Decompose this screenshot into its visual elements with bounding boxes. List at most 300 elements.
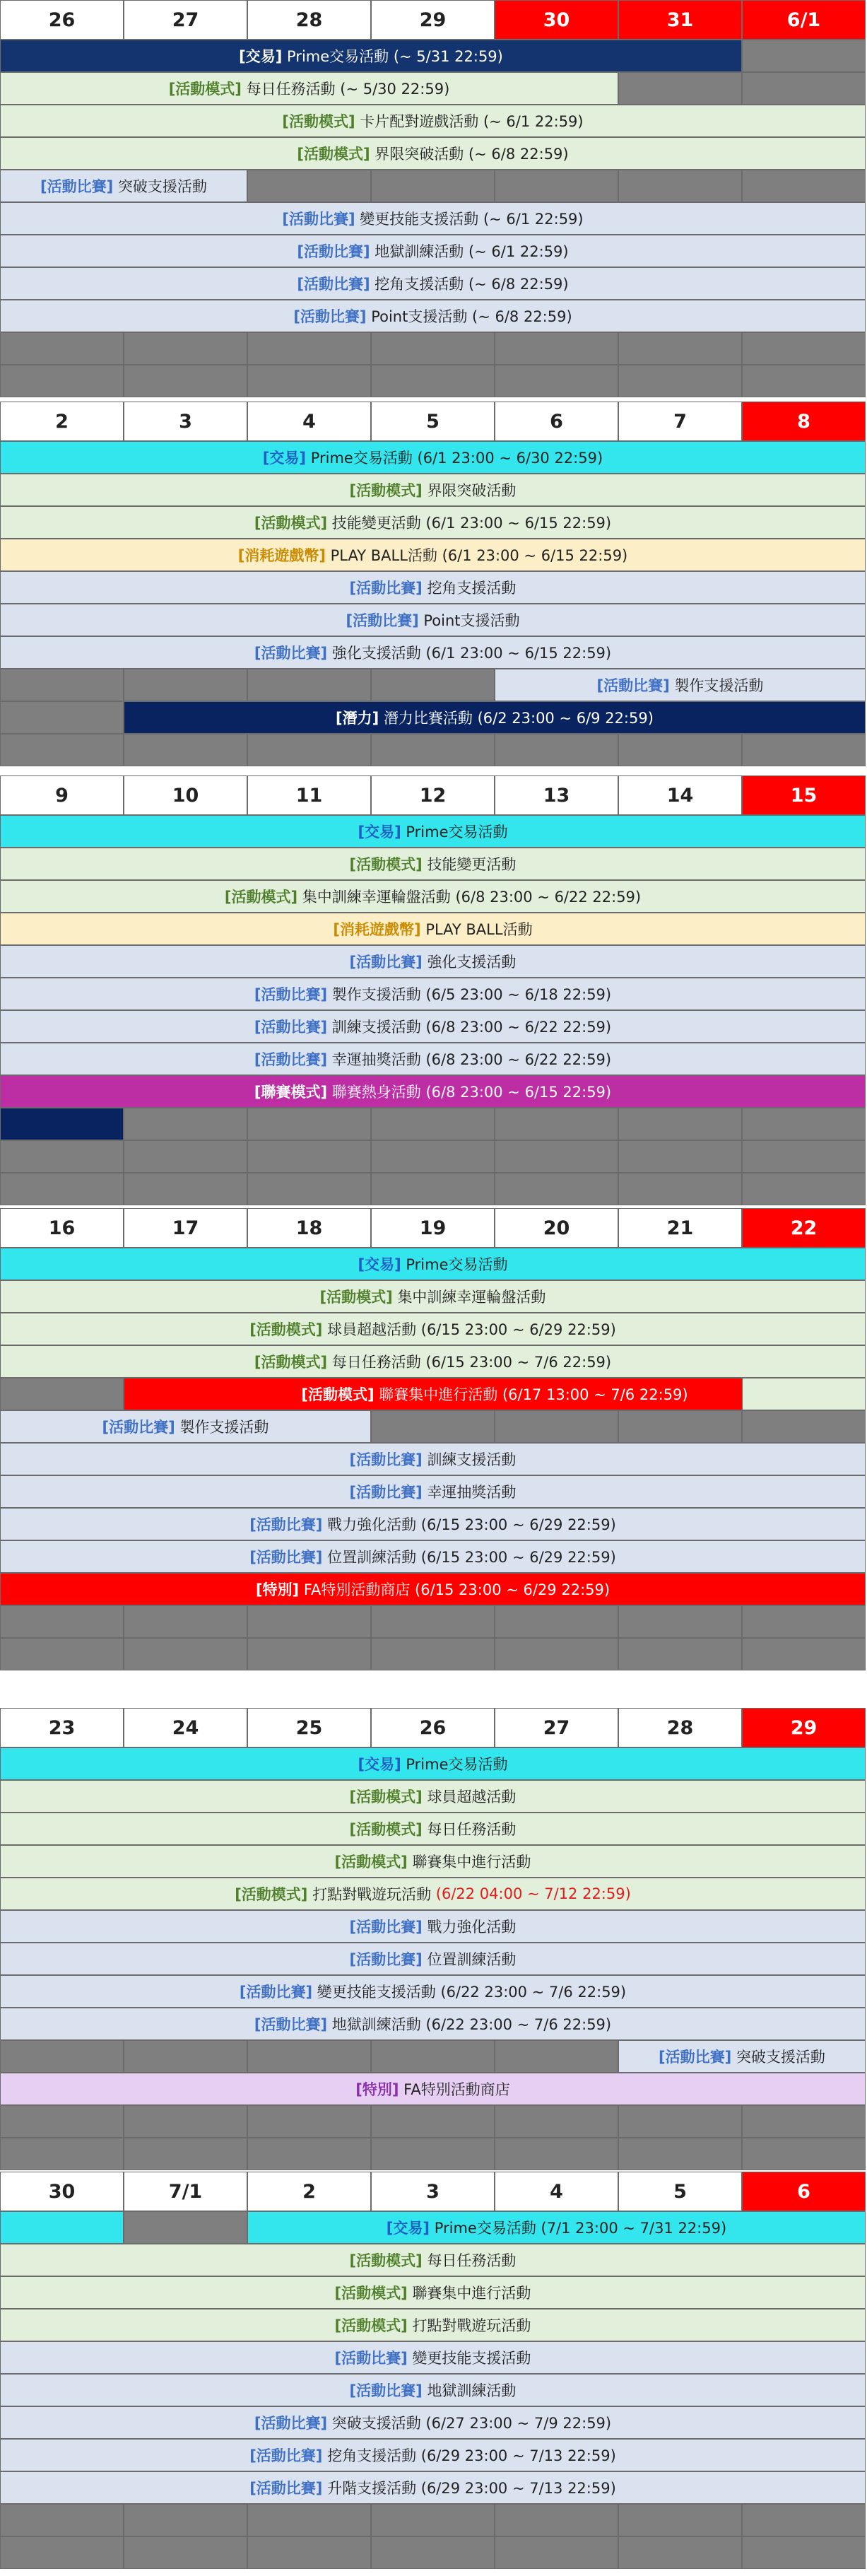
- event-bar[interactable]: [0, 1508, 866, 1540]
- event-title: 技能變更活動: [427, 856, 517, 873]
- event-title: 集中訓練幸運輪盤活動: [397, 1289, 546, 1306]
- event-title: 卡片配對遊戲活動 (~ 6/1 22:59): [360, 113, 584, 130]
- event-category-tag: [活動比賽]: [596, 677, 670, 694]
- event-category-tag: [活動模式]: [224, 889, 298, 906]
- event-category-tag: [特別]: [355, 2081, 399, 2098]
- empty-slot: [742, 1605, 866, 1638]
- empty-slot: [495, 2040, 618, 2073]
- event-bar[interactable]: [742, 1378, 866, 1410]
- date-cell: 3: [124, 402, 247, 441]
- event-title: 幸運抽獎活動: [427, 1484, 517, 1501]
- event-category-tag: [交易]: [239, 48, 283, 65]
- event-bar[interactable]: [0, 2276, 866, 2309]
- event-title: Point支援活動 (~ 6/8 22:59): [371, 308, 572, 325]
- event-category-tag: [活動比賽]: [282, 211, 355, 228]
- date-cell: 30: [495, 0, 618, 40]
- empty-slot: [618, 2504, 742, 2536]
- event-period-highlight: (6/22 04:00 ~ 7/12 22:59): [435, 1885, 631, 1902]
- event-category-tag: [潛力]: [336, 710, 379, 727]
- event-category-tag: [交易]: [358, 1256, 401, 1273]
- event-title: 打點對戰遊玩活動: [412, 2317, 531, 2334]
- event-title: 潛力比賽活動 (6/2 23:00 ~ 6/9 22:59): [383, 710, 654, 727]
- date-cell: 31: [618, 0, 742, 40]
- empty-slot: [247, 2040, 371, 2073]
- event-bar[interactable]: [0, 1443, 866, 1475]
- event-category-tag: [活動模式]: [349, 856, 423, 873]
- event-title: Prime交易活動: [406, 824, 508, 841]
- event-bar[interactable]: [0, 2211, 124, 2244]
- event-bar[interactable]: [0, 1780, 866, 1813]
- event-title: PLAY BALL活動: [425, 921, 533, 938]
- event-bar[interactable]: [0, 40, 742, 72]
- event-bar[interactable]: [618, 2040, 866, 2073]
- event-title: 每日任務活動: [427, 2252, 517, 2269]
- event-title: 界限突破活動 (~ 6/8 22:59): [374, 146, 569, 163]
- event-title: 聯賽熱身活動 (6/8 23:00 ~ 6/15 22:59): [331, 1084, 612, 1101]
- date-cell: 25: [247, 1708, 371, 1747]
- empty-slot: [124, 2536, 247, 2569]
- event-bar[interactable]: [0, 2309, 866, 2341]
- event-category-tag: [活動比賽]: [346, 612, 419, 629]
- event-title: 每日任務活動 (~ 5/30 22:59): [246, 81, 450, 98]
- event-title: Prime交易活動 (6/1 23:00 ~ 6/30 22:59): [310, 450, 603, 467]
- empty-slot: [742, 1173, 866, 1205]
- empty-slot: [742, 72, 866, 105]
- event-bar[interactable]: [0, 1747, 866, 1780]
- event-title: 變更技能支援活動 (~ 6/1 22:59): [360, 211, 584, 228]
- date-cell: 6: [495, 402, 618, 441]
- event-bar[interactable]: [0, 300, 866, 332]
- event-title: 突破支援活動: [117, 178, 207, 195]
- event-bar[interactable]: [0, 604, 866, 636]
- empty-slot: [0, 1378, 124, 1410]
- event-category-tag: [消耗遊戲幣]: [333, 921, 421, 938]
- empty-slot: [0, 2138, 124, 2170]
- date-cell: 12: [371, 775, 495, 815]
- date-cell: 7: [618, 402, 742, 441]
- event-title: 強化支援活動 (6/1 23:00 ~ 6/15 22:59): [331, 645, 612, 662]
- event-bar[interactable]: [0, 1813, 866, 1845]
- date-cell: 6: [742, 2172, 866, 2211]
- empty-slot: [124, 2504, 247, 2536]
- empty-slot: [742, 2536, 866, 2569]
- event-category-tag: [活動比賽]: [40, 178, 114, 195]
- event-category-tag: [活動模式]: [249, 1321, 323, 1338]
- empty-slot: [742, 2105, 866, 2138]
- event-category-tag: [活動比賽]: [249, 2447, 323, 2464]
- empty-slot: [371, 2040, 495, 2073]
- empty-slot: [0, 365, 124, 397]
- event-bar[interactable]: [0, 913, 866, 945]
- date-cell: 18: [247, 1208, 371, 1248]
- event-title: 挖角支援活動 (~ 6/8 22:59): [374, 276, 569, 293]
- event-bar[interactable]: [0, 978, 866, 1010]
- empty-slot: [618, 332, 742, 365]
- event-title: 升階支援活動 (6/29 23:00 ~ 7/13 22:59): [327, 2480, 616, 2497]
- event-category-tag: [活動比賽]: [334, 2350, 408, 2367]
- event-bar[interactable]: [0, 2244, 866, 2276]
- event-bar[interactable]: [0, 235, 866, 267]
- event-bar[interactable]: [0, 1010, 866, 1043]
- event-title: 技能變更活動 (6/1 23:00 ~ 6/15 22:59): [331, 515, 612, 532]
- event-bar[interactable]: [0, 1075, 866, 1108]
- empty-slot: [618, 170, 742, 202]
- event-title: 挖角支援活動: [427, 580, 517, 597]
- date-cell: 30: [0, 2172, 124, 2211]
- empty-slot: [0, 332, 124, 365]
- date-cell: 27: [495, 1708, 618, 1747]
- event-category-tag: [活動比賽]: [102, 1419, 175, 1436]
- empty-slot: [742, 1140, 866, 1173]
- empty-slot: [0, 701, 124, 734]
- event-title: 集中訓練幸運輪盤活動 (6/8 23:00 ~ 6/22 22:59): [302, 889, 642, 906]
- empty-slot: [247, 2536, 371, 2569]
- event-category-tag: [活動比賽]: [254, 1019, 328, 1036]
- empty-slot: [371, 365, 495, 397]
- event-title: 強化支援活動: [427, 954, 517, 971]
- event-category-tag: [消耗遊戲幣]: [237, 547, 326, 564]
- event-title: Prime交易活動: [406, 1256, 508, 1273]
- event-bar[interactable]: [0, 441, 866, 474]
- event-category-tag: [活動比賽]: [349, 954, 423, 971]
- empty-slot: [0, 2504, 124, 2536]
- event-title: 地獄訓練活動 (6/22 23:00 ~ 7/6 22:59): [331, 2016, 612, 2033]
- empty-slot: [618, 365, 742, 397]
- event-bar[interactable]: [0, 2073, 866, 2105]
- empty-slot: [495, 1605, 618, 1638]
- empty-slot: [247, 734, 371, 766]
- empty-slot: [495, 365, 618, 397]
- empty-slot: [618, 2105, 742, 2138]
- event-title: 變更技能支援活動: [412, 2350, 531, 2367]
- empty-slot: [742, 1108, 866, 1140]
- event-bar[interactable]: [0, 539, 866, 571]
- event-category-tag: [活動模式]: [349, 1821, 423, 1838]
- event-title: 製作支援活動: [179, 1419, 269, 1436]
- event-bar[interactable]: [0, 72, 618, 105]
- event-title: 聯賽集中進行活動: [412, 1854, 531, 1870]
- empty-slot: [495, 170, 618, 202]
- empty-slot: [0, 2040, 124, 2073]
- event-title: PLAY BALL活動 (6/1 23:00 ~ 6/15 22:59): [330, 547, 628, 564]
- event-title: 製作支援活動: [674, 677, 764, 694]
- event-category-tag: [活動模式]: [319, 1289, 393, 1306]
- event-bar[interactable]: [0, 2374, 866, 2406]
- date-cell: 27: [124, 0, 247, 40]
- event-bar[interactable]: [0, 636, 866, 669]
- empty-slot: [371, 1605, 495, 1638]
- empty-slot: [247, 365, 371, 397]
- event-bar[interactable]: [0, 2406, 866, 2439]
- event-bar[interactable]: [0, 1878, 866, 1910]
- event-bar[interactable]: [0, 1540, 866, 1573]
- event-bar[interactable]: [0, 571, 866, 604]
- date-cell: 14: [618, 775, 742, 815]
- event-bar[interactable]: [495, 669, 866, 701]
- event-category-tag: [活動模式]: [282, 113, 355, 130]
- date-cell: 26: [371, 1708, 495, 1747]
- event-bar[interactable]: [0, 1975, 866, 2008]
- event-title: 打點對戰遊玩活動: [312, 1886, 432, 1903]
- date-cell: 4: [247, 402, 371, 441]
- empty-slot: [247, 669, 371, 701]
- date-cell: 16: [0, 1208, 124, 1248]
- empty-slot: [495, 2105, 618, 2138]
- date-cell: 6/1: [742, 0, 866, 40]
- date-cell: 22: [742, 1208, 866, 1248]
- empty-slot: [0, 2105, 124, 2138]
- event-bar[interactable]: [0, 1313, 866, 1345]
- event-title: Prime交易活動: [406, 1756, 508, 1773]
- empty-slot: [495, 2138, 618, 2170]
- event-category-tag: [活動模式]: [254, 515, 328, 532]
- event-bar[interactable]: [0, 267, 866, 300]
- event-title: 聯賽集中進行活動: [412, 2285, 531, 2302]
- event-category-tag: [活動比賽]: [293, 308, 367, 325]
- date-cell: 23: [0, 1708, 124, 1747]
- event-title: 挖角支援活動 (6/29 23:00 ~ 7/13 22:59): [327, 2447, 616, 2464]
- empty-slot: [495, 1140, 618, 1173]
- event-title: 戰力強化活動 (6/15 23:00 ~ 6/29 22:59): [327, 1516, 616, 1533]
- event-category-tag: [交易]: [386, 2220, 430, 2237]
- event-bar[interactable]: [0, 1573, 866, 1605]
- empty-slot: [371, 2536, 495, 2569]
- event-category-tag: [活動比賽]: [349, 580, 423, 597]
- empty-slot: [495, 2504, 618, 2536]
- event-title: Prime交易活動 (~ 5/31 22:59): [287, 48, 503, 65]
- date-cell: 20: [495, 1208, 618, 1248]
- event-bar[interactable]: [0, 1910, 866, 1943]
- event-category-tag: [活動比賽]: [254, 2415, 328, 2432]
- event-bar[interactable]: [0, 1108, 124, 1140]
- empty-slot: [247, 1605, 371, 1638]
- event-category-tag: [活動比賽]: [297, 276, 370, 293]
- event-bar[interactable]: [0, 1345, 866, 1378]
- date-cell: 19: [371, 1208, 495, 1248]
- empty-slot: [247, 1140, 371, 1173]
- empty-slot: [247, 1173, 371, 1205]
- event-title: 球員超越活動 (6/15 23:00 ~ 6/29 22:59): [327, 1321, 616, 1338]
- empty-slot: [0, 1605, 124, 1638]
- empty-slot: [247, 1638, 371, 1670]
- event-bar[interactable]: [0, 202, 866, 235]
- empty-slot: [618, 2536, 742, 2569]
- event-title: 每日任務活動: [427, 1821, 517, 1838]
- date-cell: 29: [371, 0, 495, 40]
- event-title: 每日任務活動 (6/15 23:00 ~ 7/6 22:59): [331, 1354, 612, 1371]
- empty-slot: [742, 170, 866, 202]
- date-cell: 5: [371, 402, 495, 441]
- empty-slot: [618, 1140, 742, 1173]
- event-title: 戰力強化活動: [427, 1919, 517, 1936]
- event-bar[interactable]: [0, 1043, 866, 1075]
- event-title: 訓練支援活動: [427, 1451, 517, 1468]
- empty-slot: [124, 2211, 247, 2244]
- empty-slot: [0, 2536, 124, 2569]
- event-category-tag: [交易]: [262, 450, 306, 467]
- event-title: 地獄訓練活動: [427, 2382, 517, 2399]
- event-title: 地獄訓練活動 (~ 6/1 22:59): [374, 243, 569, 260]
- empty-slot: [371, 669, 495, 701]
- event-bar[interactable]: [247, 2211, 866, 2244]
- event-bar[interactable]: [0, 170, 247, 202]
- event-title: Point支援活動: [423, 612, 520, 629]
- empty-slot: [618, 2138, 742, 2170]
- empty-slot: [618, 1605, 742, 1638]
- empty-slot: [495, 1173, 618, 1205]
- event-bar[interactable]: [0, 506, 866, 539]
- empty-slot: [495, 1638, 618, 1670]
- event-bar[interactable]: [0, 2439, 866, 2471]
- empty-slot: [371, 2105, 495, 2138]
- event-title: Prime交易活動 (7/1 23:00 ~ 7/31 22:59): [434, 2220, 727, 2237]
- empty-slot: [371, 1173, 495, 1205]
- event-category-tag: [活動模式]: [235, 1886, 308, 1903]
- event-title: 變更技能支援活動 (6/22 23:00 ~ 7/6 22:59): [317, 1984, 627, 2001]
- event-category-tag: [活動比賽]: [659, 2049, 732, 2066]
- empty-slot: [742, 2504, 866, 2536]
- empty-slot: [247, 2138, 371, 2170]
- event-category-tag: [活動比賽]: [249, 1516, 323, 1533]
- event-title: 界限突破活動: [427, 482, 517, 499]
- date-cell: 9: [0, 775, 124, 815]
- date-cell: 24: [124, 1708, 247, 1747]
- event-bar[interactable]: [0, 2471, 866, 2504]
- empty-slot: [495, 1410, 618, 1443]
- event-category-tag: [活動比賽]: [249, 1549, 323, 1566]
- event-bar[interactable]: [124, 701, 866, 734]
- event-title: FA特別活動商店 (6/15 23:00 ~ 6/29 22:59): [303, 1581, 611, 1598]
- event-category-tag: [特別]: [255, 1581, 300, 1598]
- empty-slot: [0, 1140, 124, 1173]
- event-category-tag: [交易]: [358, 824, 401, 841]
- event-category-tag: [活動比賽]: [254, 986, 328, 1003]
- date-cell: 15: [742, 775, 866, 815]
- empty-slot: [371, 2504, 495, 2536]
- event-category-tag: [活動模式]: [334, 2317, 408, 2334]
- empty-slot: [0, 734, 124, 766]
- event-category-tag: [活動模式]: [254, 1354, 328, 1371]
- event-category-tag: [活動比賽]: [349, 1919, 423, 1936]
- empty-slot: [742, 365, 866, 397]
- event-category-tag: [活動比賽]: [349, 1451, 423, 1468]
- event-bar[interactable]: [0, 474, 866, 506]
- empty-slot: [495, 332, 618, 365]
- event-category-tag: [活動比賽]: [254, 1051, 328, 1068]
- empty-slot: [124, 2040, 247, 2073]
- empty-slot: [371, 170, 495, 202]
- event-bar[interactable]: [0, 2008, 866, 2040]
- date-cell: 8: [742, 402, 866, 441]
- event-title: 聯賽集中進行活動 (6/17 13:00 ~ 7/6 22:59): [379, 1386, 688, 1403]
- empty-slot: [371, 1108, 495, 1140]
- event-bar[interactable]: [0, 1845, 866, 1878]
- empty-slot: [247, 170, 371, 202]
- date-cell: 28: [247, 0, 371, 40]
- empty-slot: [618, 1173, 742, 1205]
- event-bar[interactable]: [0, 945, 866, 978]
- empty-slot: [618, 72, 742, 105]
- empty-slot: [618, 1410, 742, 1443]
- event-bar[interactable]: [0, 815, 866, 848]
- date-cell: 13: [495, 775, 618, 815]
- event-title: FA特別活動商店: [403, 2081, 510, 2098]
- event-category-tag: [活動模式]: [297, 146, 370, 163]
- date-cell: 2: [0, 402, 124, 441]
- empty-slot: [124, 669, 247, 701]
- empty-slot: [495, 734, 618, 766]
- empty-slot: [742, 40, 866, 72]
- date-cell: 4: [495, 2172, 618, 2211]
- empty-slot: [371, 1140, 495, 1173]
- event-bar[interactable]: [0, 880, 866, 913]
- empty-slot: [124, 2105, 247, 2138]
- event-title: 幸運抽獎活動 (6/8 23:00 ~ 6/22 22:59): [331, 1051, 612, 1068]
- event-bar[interactable]: [0, 137, 866, 170]
- event-bar[interactable]: [0, 1943, 866, 1975]
- empty-slot: [124, 1173, 247, 1205]
- event-bar[interactable]: [0, 2341, 866, 2374]
- empty-slot: [124, 332, 247, 365]
- empty-slot: [742, 332, 866, 365]
- empty-slot: [247, 2105, 371, 2138]
- empty-slot: [124, 2138, 247, 2170]
- event-category-tag: [活動比賽]: [349, 1951, 423, 1968]
- event-bar[interactable]: [0, 1248, 866, 1280]
- date-cell: 26: [0, 0, 124, 40]
- empty-slot: [124, 1605, 247, 1638]
- date-cell: 3: [371, 2172, 495, 2211]
- empty-slot: [371, 2138, 495, 2170]
- event-category-tag: [活動模式]: [301, 1386, 374, 1403]
- event-bar[interactable]: [0, 1280, 866, 1313]
- event-category-tag: [活動模式]: [349, 2252, 423, 2269]
- event-title: 球員超越活動: [427, 1788, 517, 1805]
- empty-slot: [371, 1410, 495, 1443]
- date-cell: 21: [618, 1208, 742, 1248]
- date-cell: 7/1: [124, 2172, 247, 2211]
- event-bar[interactable]: [0, 105, 866, 137]
- empty-slot: [742, 734, 866, 766]
- event-title: 位置訓練活動 (6/15 23:00 ~ 6/29 22:59): [327, 1549, 616, 1566]
- empty-slot: [124, 1638, 247, 1670]
- empty-slot: [618, 1108, 742, 1140]
- event-category-tag: [活動模式]: [349, 482, 423, 499]
- empty-slot: [742, 2138, 866, 2170]
- event-category-tag: [聯賽模式]: [254, 1084, 328, 1101]
- event-category-tag: [交易]: [358, 1756, 401, 1773]
- event-category-tag: [活動模式]: [334, 1854, 408, 1870]
- empty-slot: [371, 734, 495, 766]
- empty-slot: [0, 1173, 124, 1205]
- event-title: 位置訓練活動: [427, 1951, 517, 1968]
- date-cell: 17: [124, 1208, 247, 1248]
- empty-slot: [371, 332, 495, 365]
- empty-slot: [618, 734, 742, 766]
- event-bar[interactable]: [0, 1475, 866, 1508]
- empty-slot: [124, 365, 247, 397]
- event-category-tag: [活動模式]: [334, 2285, 408, 2302]
- event-bar[interactable]: [0, 848, 866, 880]
- empty-slot: [247, 2504, 371, 2536]
- event-bar[interactable]: [0, 1410, 371, 1443]
- event-title: 突破支援活動: [736, 2049, 825, 2066]
- empty-slot: [0, 1638, 124, 1670]
- date-cell: 11: [247, 775, 371, 815]
- event-title: 訓練支援活動 (6/8 23:00 ~ 6/22 22:59): [331, 1019, 612, 1036]
- date-cell: 5: [618, 2172, 742, 2211]
- event-category-tag: [活動比賽]: [297, 243, 370, 260]
